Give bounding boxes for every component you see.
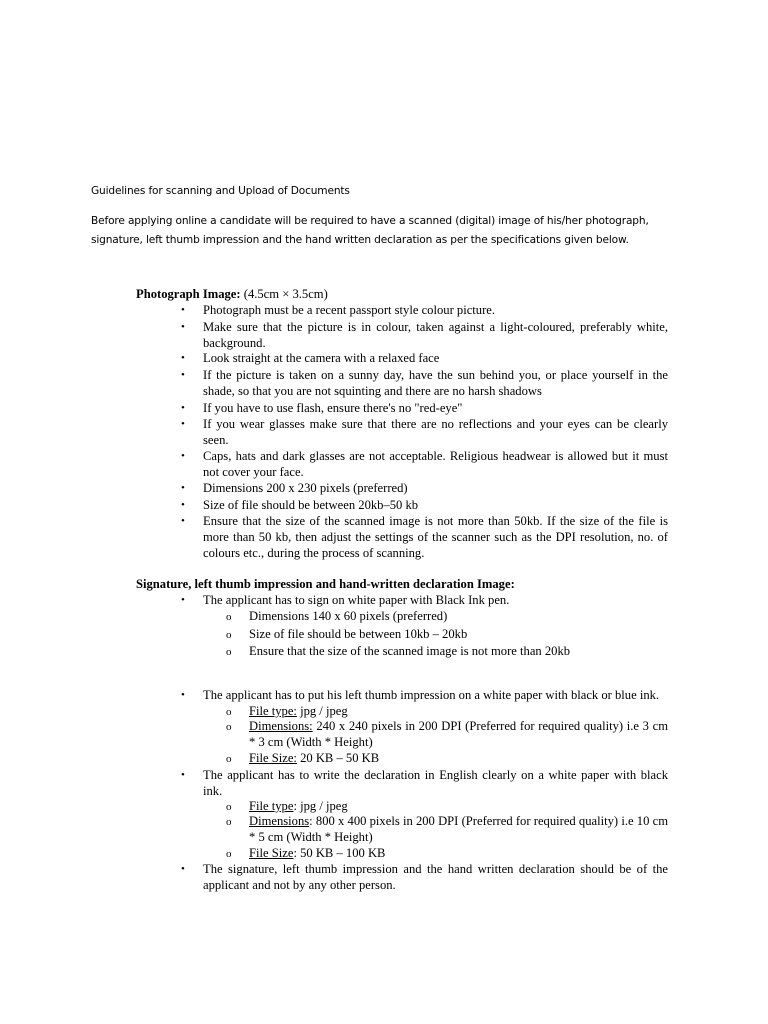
bullet-icon: • (181, 499, 185, 511)
thumb-filetype-label: File type: (249, 704, 297, 718)
document-title: Guidelines for scanning and Upload of Documents (91, 185, 350, 197)
final-item: The signature, left thumb impression and the hand written declaration should be of the applicant and not by any other person. (203, 862, 668, 893)
photo-heading-label: Photograph Image: (136, 287, 241, 301)
decl-item: The applicant has to write the declaration in English clearly on a white paper with black ink. (203, 768, 668, 799)
intro-paragraph: Before applying online a candidate will be required to have a scanned (digital) image of his/her photograph, signature, left thumb impression and the hand written declaration as per the specifications given below. (91, 215, 649, 246)
decl-dimensions (249, 813, 668, 845)
sub-bullet-icon: o (226, 848, 232, 860)
bullet-icon: • (181, 304, 185, 316)
thumb-size-label: File Size: (249, 751, 297, 765)
decl-dim-label: Dimensions (249, 814, 310, 828)
decl-filetype-value: : jpg / jpeg (293, 799, 348, 813)
sub-bullet-icon: o (226, 816, 232, 828)
photo-item: Dimensions 200 x 230 pixels (preferred) (203, 481, 408, 495)
bullet-icon: • (181, 769, 185, 781)
photo-item: Photograph must be a recent passport style colour picture. (203, 303, 496, 317)
sign-sub-item: Dimensions 140 x 60 pixels (preferred) (249, 609, 448, 623)
decl-size-label: File Size (249, 846, 294, 860)
sub-bullet-icon: o (226, 753, 232, 765)
sub-bullet-icon: o (226, 721, 232, 733)
photo-item: Ensure that the size of the scanned image is not more than 50kb. If the size of the file is more than 50 kb, then adjust the settings of the scanner such as the DPI resolution, no. of colours etc., during the process of scanning. (203, 514, 668, 561)
sign-sub-item: Size of file should be between 10kb – 20kb (249, 627, 468, 641)
bullet-icon: • (181, 352, 185, 364)
decl-size-value: : 50 KB – 100 KB (293, 846, 386, 860)
bullet-icon: • (181, 321, 185, 333)
thumb-filetype-value: jpg / jpeg (296, 704, 348, 718)
photo-item: Make sure that the picture is in colour, taken against a light-coloured, preferably white, background. (203, 320, 668, 351)
thumb-dim-label: Dimensions: (249, 719, 313, 733)
bullet-icon: • (181, 369, 185, 381)
bullet-icon: • (181, 863, 185, 875)
bullet-icon: • (181, 515, 185, 527)
sub-bullet-icon: o (226, 706, 232, 718)
thumb-filetype (249, 703, 668, 719)
signature-heading-label: Signature, left thumb impression and hand-written declaration Image: (136, 577, 515, 591)
thumb-dimensions (249, 718, 668, 750)
photo-heading-size: (4.5cm × 3.5cm) (243, 287, 328, 301)
thumb-item: The applicant has to put his left thumb impression on a white paper with black or blue ink. (203, 688, 660, 702)
bullet-icon: • (181, 594, 185, 606)
photo-item: If the picture is taken on a sunny day, have the sun behind you, or place yourself in the shade, so that you are not squinting and there are no harsh shadows (203, 368, 668, 399)
photo-heading (136, 286, 328, 302)
photo-item: Size of file should be between 20kb–50 kb (203, 498, 419, 512)
thumb-filesize (249, 750, 668, 766)
sign-sub-item: Ensure that the size of the scanned image is not more than 20kb (249, 644, 571, 658)
decl-filetype-label: File type (249, 799, 294, 813)
thumb-dim-value: 240 x 240 pixels in 200 DPI (Preferred for required quality) i.e 3 cm * 3 cm (Width * Height) (249, 719, 668, 750)
sub-bullet-icon: o (226, 611, 232, 623)
photo-item: Look straight at the camera with a relaxed face (203, 351, 440, 365)
sign-item: The applicant has to sign on white paper with Black Ink pen. (203, 593, 510, 607)
signature-heading (136, 576, 515, 592)
photo-item: If you have to use flash, ensure there's no "red-eye" (203, 401, 463, 415)
decl-filetype (249, 798, 668, 814)
photo-item: Caps, hats and dark glasses are not acceptable. Religious headwear is allowed but it must not cover your face. (203, 449, 668, 480)
bullet-icon: • (181, 450, 185, 462)
bullet-icon: • (181, 689, 185, 701)
bullet-icon: • (181, 402, 185, 414)
sub-bullet-icon: o (226, 801, 232, 813)
photo-item: If you wear glasses make sure that there are no reflections and your eyes can be clearly seen. (203, 417, 668, 448)
decl-filesize (249, 845, 668, 861)
thumb-size-value: 20 KB – 50 KB (296, 751, 380, 765)
bullet-icon: • (181, 418, 185, 430)
sub-bullet-icon: o (226, 629, 232, 641)
bullet-icon: • (181, 482, 185, 494)
sub-bullet-icon: o (226, 646, 232, 658)
decl-dim-value: : 800 x 400 pixels in 200 DPI (Preferred for required quality) i.e 10 cm * 5 cm (Width * Height) (249, 814, 668, 845)
